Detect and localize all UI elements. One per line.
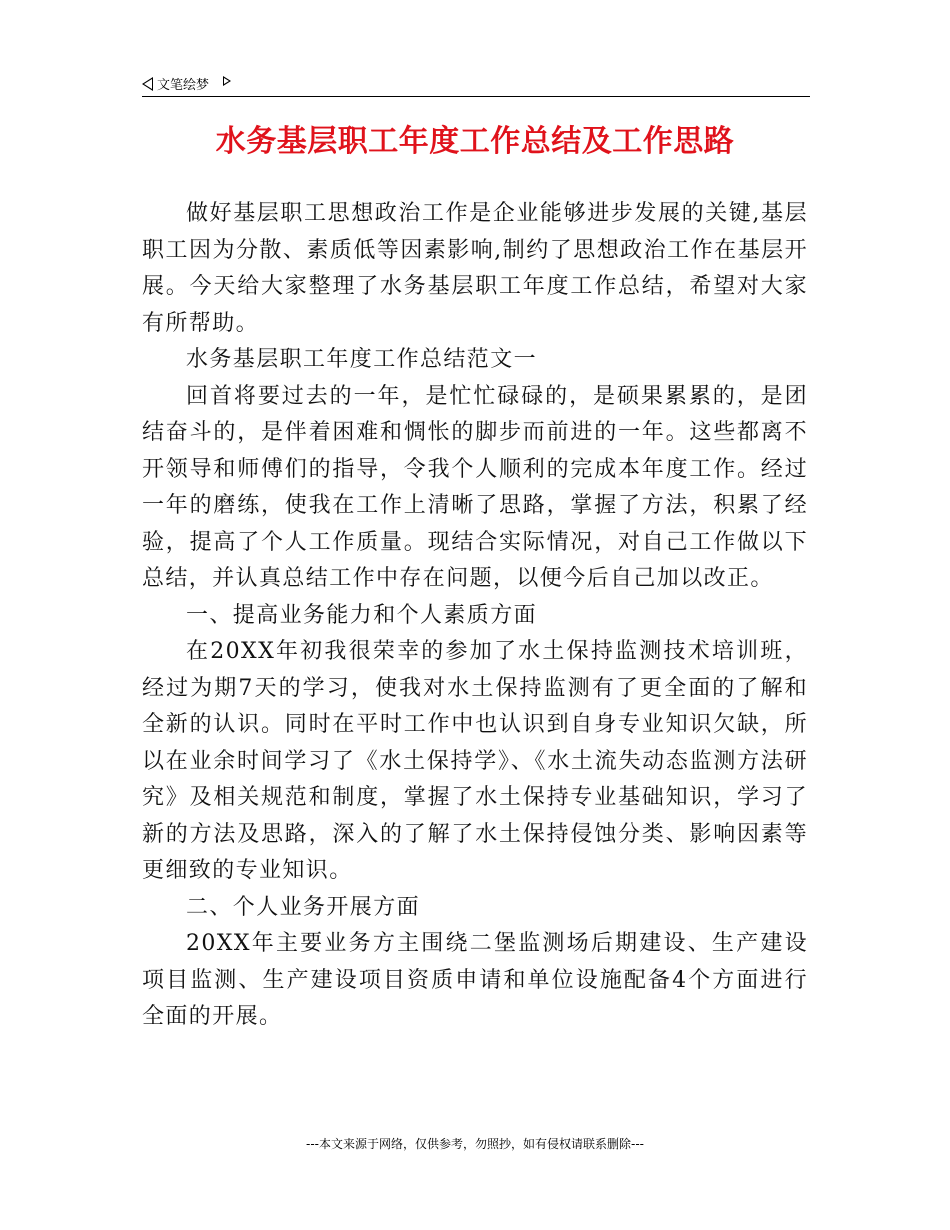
page-header bbox=[142, 72, 810, 97]
document-body bbox=[142, 196, 808, 1036]
triangle-left-icon bbox=[142, 77, 153, 91]
footer-disclaimer: ---本文来源于网络，仅供参考，勿照抄，如有侵权请联系删除--- bbox=[306, 1137, 644, 1151]
paragraph-review: 回首将要过去的一年，是忙忙碌碌的，是硕果累累的，是团结奋斗的，是伴着困难和惆怅的脚步而前进的一年。这些都离不开领导和师傅们的指导，令我个人顺利的完成本年度工作。经过一年的磨练，使我在工作上清晰了思路，掌握了方法，积累了经验，提高了个人工作质量。现结合实际情况，对自己工作做以下总结，并认真总结工作中存在问题，以便今后自己加以改正。 bbox=[142, 383, 808, 591]
paragraph-intro: 做好基层职工思想政治工作是企业能够进步发展的关键,基层职工因为分散、素质低等因素影响,制约了思想政治工作在基层开展。今天给大家整理了水务基层职工年度工作总结，希望对大家有所帮助。 bbox=[142, 201, 808, 336]
section-heading-1: 一、提高业务能力和个人素质方面 bbox=[186, 602, 538, 628]
paragraph-heading-sample: 水务基层职工年度工作总结范文一 bbox=[186, 347, 538, 372]
section-heading-2: 二、个人业务开展方面 bbox=[186, 894, 421, 920]
brand-name: 文笔绘梦 bbox=[157, 78, 210, 93]
brand bbox=[142, 74, 231, 93]
triangle-right-icon bbox=[223, 76, 231, 86]
document-title: 水务基层职工年度工作总结及工作思路 bbox=[215, 124, 735, 159]
paragraph-training: 在20XX年初我很荣幸的参加了水土保持监测技术培训班，经过为期7天的学习，使我对水土保持监测有了更全面的了解和全新的认识。同时在平时工作中也认识到自身专业知识欠缺，所以在业余时间学习了《水土保持学》、《水土流失动态监测方法研究》及相关规范和制度，掌握了水土保持专业基础知识，学习了新的方法及思路，深入的了解了水土保持侵蚀分类、影响因素等更细致的专业知识。 bbox=[142, 639, 808, 883]
paragraph-business: 20XX年主要业务方主围绕二堡监测场后期建设、生产建设项目监测、生产建设项目资质申请和单位设施配备4个方面进行全面的开展。 bbox=[142, 931, 808, 1029]
